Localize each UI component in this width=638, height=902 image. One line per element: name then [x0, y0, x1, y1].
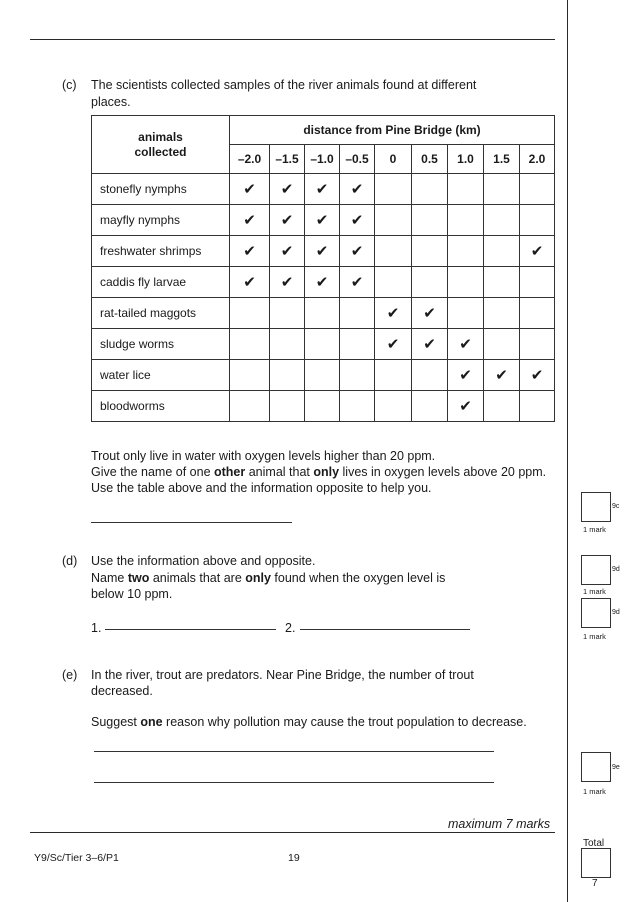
check-mark-cell: ✔: [230, 267, 270, 298]
table-row: [92, 298, 555, 329]
empty-cell: [270, 329, 305, 360]
page-number: 19: [288, 852, 300, 864]
check-mark-cell: ✔: [448, 329, 484, 360]
check-mark-cell: ✔: [305, 205, 340, 236]
empty-cell: [230, 298, 270, 329]
check-mark-cell: ✔: [230, 205, 270, 236]
answer-line-9d-1[interactable]: [105, 629, 276, 630]
part-d-line1: Use the information above and opposite.: [91, 554, 316, 568]
part-e-letter: (e): [62, 668, 78, 682]
check-mark-cell: ✔: [412, 329, 448, 360]
answer-line-9d-2[interactable]: [300, 629, 470, 630]
bottom-rule: [30, 832, 555, 833]
animals-header: animals collected: [92, 116, 230, 174]
animal-name: caddis fly larvae: [92, 267, 230, 298]
mark-code-9d-1: 9d: [612, 566, 620, 573]
check-mark-cell: ✔: [375, 329, 412, 360]
total-value: 7: [592, 878, 598, 889]
check-mark-cell: ✔: [340, 174, 375, 205]
table-row: [92, 391, 555, 422]
part-d-line2: Name two animals that are only found when the oxygen level is: [91, 571, 446, 585]
part-e-line3: Suggest one reason why pollution may cause the trout population to decrease.: [91, 715, 527, 729]
check-mark-cell: ✔: [340, 205, 375, 236]
animal-name: mayfly nymphs: [92, 205, 230, 236]
distance-value: –1.5: [270, 145, 305, 174]
empty-cell: [484, 205, 520, 236]
table-row: [92, 360, 555, 391]
distance-value: 0.5: [412, 145, 448, 174]
empty-cell: [520, 298, 555, 329]
empty-cell: [305, 329, 340, 360]
check-mark-cell: ✔: [484, 360, 520, 391]
check-mark-cell: ✔: [305, 267, 340, 298]
empty-cell: [520, 391, 555, 422]
part-c-intro-line1: The scientists collected samples of the river animals found at different: [91, 78, 477, 92]
empty-cell: [448, 236, 484, 267]
empty-cell: [448, 267, 484, 298]
empty-cell: [412, 236, 448, 267]
empty-cell: [520, 329, 555, 360]
part-e-line2: decreased.: [91, 684, 153, 698]
mark-code-9c: 9c: [612, 503, 620, 510]
part-c-intro-line2: places.: [91, 95, 131, 109]
empty-cell: [448, 298, 484, 329]
empty-cell: [375, 391, 412, 422]
distance-value: 1.0: [448, 145, 484, 174]
table-row: [92, 329, 555, 360]
part-d-line3: below 10 ppm.: [91, 587, 173, 601]
check-mark-cell: ✔: [270, 174, 305, 205]
empty-cell: [340, 391, 375, 422]
empty-cell: [270, 360, 305, 391]
check-mark-cell: ✔: [270, 236, 305, 267]
animal-name: sludge worms: [92, 329, 230, 360]
empty-cell: [375, 267, 412, 298]
check-mark-cell: ✔: [448, 360, 484, 391]
total-box[interactable]: [581, 848, 611, 878]
empty-cell: [230, 329, 270, 360]
animal-name: water lice: [92, 360, 230, 391]
table-row: [92, 205, 555, 236]
answer-line-9c[interactable]: [91, 522, 292, 523]
check-mark-cell: ✔: [305, 236, 340, 267]
empty-cell: [412, 360, 448, 391]
empty-cell: [340, 298, 375, 329]
table-row: [92, 267, 555, 298]
distance-value: 0: [375, 145, 412, 174]
check-mark-cell: ✔: [230, 174, 270, 205]
empty-cell: [340, 360, 375, 391]
answer2-label: 2.: [285, 621, 296, 635]
empty-cell: [375, 174, 412, 205]
part-c-q-line2: Give the name of one other animal that only lives in oxygen levels above 20 ppm.: [91, 465, 547, 479]
mark-box-9d-1[interactable]: [581, 555, 611, 585]
answer1-label: 1.: [91, 621, 102, 635]
empty-cell: [270, 298, 305, 329]
empty-cell: [484, 298, 520, 329]
empty-cell: [270, 391, 305, 422]
part-c-letter: (c): [62, 78, 77, 92]
answer-line-9e-2[interactable]: [94, 782, 494, 783]
empty-cell: [484, 236, 520, 267]
empty-cell: [412, 391, 448, 422]
empty-cell: [484, 267, 520, 298]
max-marks: maximum 7 marks: [448, 817, 551, 831]
empty-cell: [484, 174, 520, 205]
part-e-line1: In the river, trout are predators. Near Pine Bridge, the number of trout: [91, 668, 474, 682]
distance-value: 1.5: [484, 145, 520, 174]
mark-code-9e: 9e: [612, 764, 620, 771]
empty-cell: [520, 267, 555, 298]
answer-line-9e-1[interactable]: [94, 751, 494, 752]
empty-cell: [305, 391, 340, 422]
mark-box-9d-2[interactable]: [581, 598, 611, 628]
animal-name: stonefly nymphs: [92, 174, 230, 205]
check-mark-cell: ✔: [230, 236, 270, 267]
empty-cell: [448, 205, 484, 236]
mark-label-9e: 1 mark: [583, 787, 606, 796]
mark-label-9d-1: 1 mark: [583, 587, 606, 596]
empty-cell: [484, 391, 520, 422]
empty-cell: [412, 267, 448, 298]
empty-cell: [412, 174, 448, 205]
check-mark-cell: ✔: [270, 267, 305, 298]
check-mark-cell: ✔: [448, 391, 484, 422]
check-mark-cell: ✔: [520, 236, 555, 267]
table-body: [92, 174, 555, 422]
empty-cell: [375, 236, 412, 267]
footer-code: Y9/Sc/Tier 3–6/P1: [34, 852, 119, 864]
animal-name: freshwater shrimps: [92, 236, 230, 267]
empty-cell: [375, 205, 412, 236]
empty-cell: [520, 205, 555, 236]
mark-label-9d-2: 1 mark: [583, 632, 606, 641]
table-row: [92, 236, 555, 267]
part-d-letter: (d): [62, 554, 78, 568]
distance-header: distance from Pine Bridge (km): [230, 116, 555, 145]
empty-cell: [484, 329, 520, 360]
distance-value: –2.0: [230, 145, 270, 174]
margin-divider: [567, 0, 568, 902]
empty-cell: [412, 205, 448, 236]
check-mark-cell: ✔: [520, 360, 555, 391]
empty-cell: [375, 360, 412, 391]
mark-box-9c[interactable]: [581, 492, 611, 522]
mark-code-9d-2: 9d: [612, 609, 620, 616]
mark-label-9c: 1 mark: [583, 525, 606, 534]
check-mark-cell: ✔: [412, 298, 448, 329]
distance-value: –1.0: [305, 145, 340, 174]
mark-box-9e[interactable]: [581, 752, 611, 782]
distance-value: –0.5: [340, 145, 375, 174]
distance-value: 2.0: [520, 145, 555, 174]
check-mark-cell: ✔: [340, 236, 375, 267]
part-c-q-line3: Use the table above and the information opposite to help you.: [91, 481, 432, 495]
top-rule: [30, 39, 555, 40]
check-mark-cell: ✔: [270, 205, 305, 236]
empty-cell: [230, 391, 270, 422]
table-row: [92, 174, 555, 205]
empty-cell: [305, 298, 340, 329]
empty-cell: [340, 329, 375, 360]
check-mark-cell: ✔: [375, 298, 412, 329]
animal-name: bloodworms: [92, 391, 230, 422]
animal-name: rat-tailed maggots: [92, 298, 230, 329]
empty-cell: [230, 360, 270, 391]
empty-cell: [305, 360, 340, 391]
empty-cell: [448, 174, 484, 205]
animals-distance-table: [91, 115, 555, 422]
check-mark-cell: ✔: [340, 267, 375, 298]
check-mark-cell: ✔: [305, 174, 340, 205]
total-label: Total: [583, 838, 605, 849]
part-c-q-line1: Trout only live in water with oxygen levels higher than 20 ppm.: [91, 449, 436, 463]
empty-cell: [520, 174, 555, 205]
